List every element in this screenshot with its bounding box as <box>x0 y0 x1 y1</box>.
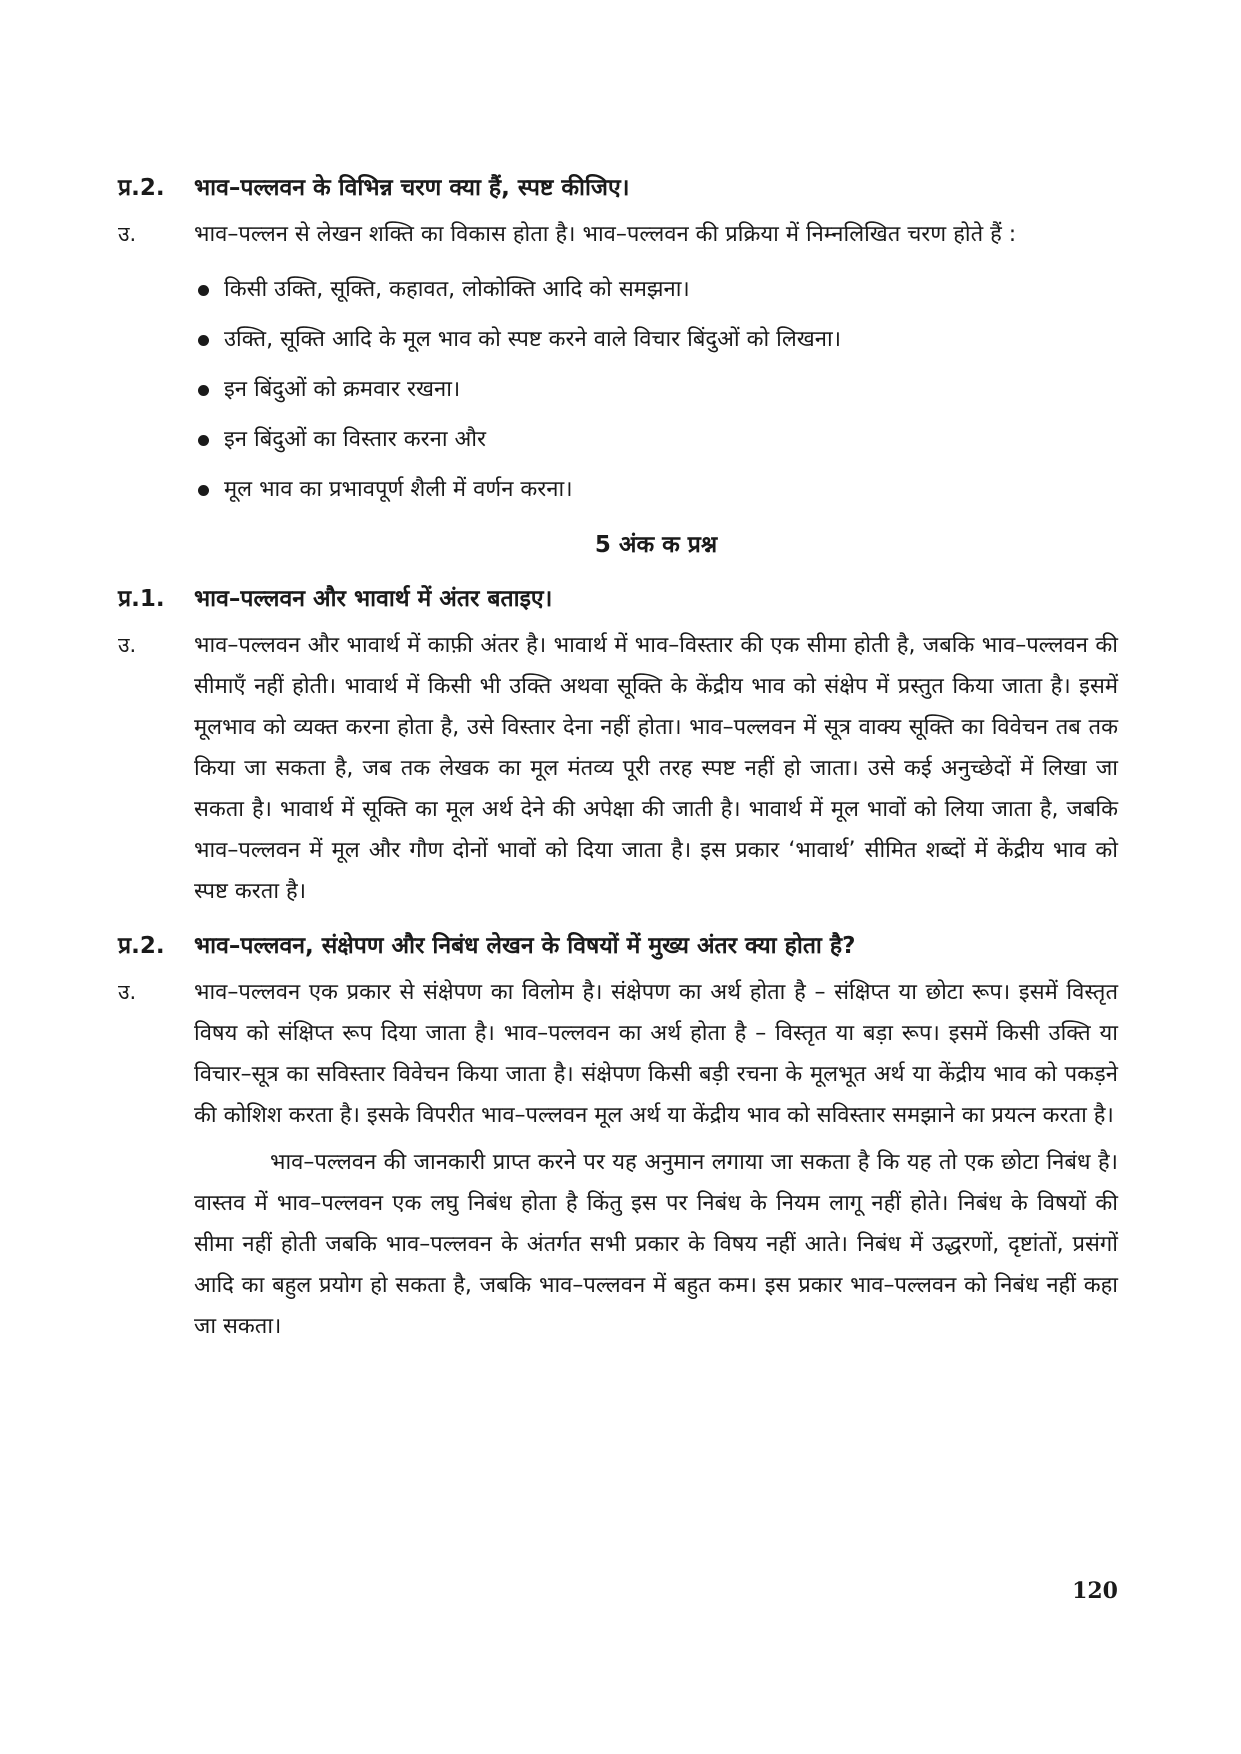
steps-list <box>194 265 1118 515</box>
answer-label: उ. <box>118 222 137 246</box>
list-item: इन बिंदुओं का विस्तार करना और <box>194 415 1118 465</box>
question-label: प्र.2. <box>118 933 165 959</box>
list-item: उक्ति, सूक्ति आदि के मूल भाव को स्पष्ट करने वाले विचार बिंदुओं को लिखना। <box>194 315 1118 365</box>
answer-body <box>194 972 1118 1347</box>
page-content <box>118 168 1118 1347</box>
question-text: भाव–पल्लवन के विभिन्न चरण क्या हैं, स्पष्ट कीजिए। <box>194 175 630 201</box>
list-item: किसी उक्ति, सूक्ति, कहावत, लोकोक्ति आदि को समझना। <box>194 265 1118 315</box>
answer-paragraph: भाव–पल्लवन और भावार्थ में काफ़ी अंतर है। भावार्थ में भाव–विस्तार की एक सीमा होती है, जबकि भाव–पल्लवन की सीमाएँ नहीं होती। भावार्थ में किसी भी उक्ति अथवा सूक्ति के केंद्रीय भाव को संक्षेप में प्रस्तुत किया जाता है। इसमें मूलभाव को व्यक्त करना होता है, उसे विस्तार देना नहीं होता। भाव–पल्लवन में सूत्र वाक्य सूक्ति का विवेचन तब तक किया जा सकता है, जब तक लेखक का मूल मंतव्य पूरी तरह स्पष्ट नहीं हो जाता। उसे कई अनुच्छेदों में लिखा जा सकता है। भावार्थ में सूक्ति का मूल अर्थ देने की अपेक्षा की जाती है। भावार्थ में मूल भावों को लिया जाता है, जबकि भाव–पल्लवन में मूल और गौण दोनों भावों को दिया जाता है। इस प्रकार ‘भावार्थ’ सीमित शब्दों में केंद्रीय भाव को स्पष्ट करता है। <box>194 633 1118 904</box>
answer-paragraph: भाव–पल्लवन की जानकारी प्राप्त करने पर यह अनुमान लगाया जा सकता है कि यह तो एक छोटा निबंध है। वास्तव में भाव–पल्लवन एक लघु निबंध होता है किंतु इस पर निबंध के नियम लागू नहीं होते। निबंध के विषयों की सीमा नहीं होती जबकि भाव–पल्लवन के अंतर्गत सभी प्रकार के विषय नहीं आते। निबंध में उद्धरणों, दृष्टांतों, प्रसंगों आदि का बहुल प्रयोग हो सकता है, जबकि भाव–पल्लवन में बहुत कम। इस प्रकार भाव–पल्लवन को निबंध नहीं कहा जा सकता। <box>194 1150 1118 1339</box>
page-number: 120 <box>1072 1578 1118 1604</box>
answer-body <box>194 625 1118 912</box>
answer-body <box>194 214 1118 515</box>
answer-label: उ. <box>118 980 137 1004</box>
question-row <box>118 168 1118 208</box>
question-row <box>118 579 1118 619</box>
answer-label: उ. <box>118 633 137 657</box>
question-label: प्र.1. <box>118 586 165 612</box>
answer-paragraph: भाव–पल्लन से लेखन शक्ति का विकास होता है। भाव–पल्लवन की प्रक्रिया में निम्नलिखित चरण होते हैं : <box>194 222 1017 247</box>
answer-row <box>118 214 1118 515</box>
answer-row <box>118 972 1118 1347</box>
question-label: प्र.2. <box>118 175 165 201</box>
section-heading: 5 अंक क प्रश्न <box>594 532 718 558</box>
list-item: मूल भाव का प्रभावपूर्ण शैली में वर्णन करना। <box>194 465 1118 515</box>
question-text: भाव–पल्लवन, संक्षेपण और निबंध लेखन के विषयों में मुख्य अंतर क्या होता है? <box>194 933 856 959</box>
list-item: इन बिंदुओं को क्रमवार रखना। <box>194 365 1118 415</box>
answer-row <box>118 625 1118 912</box>
question-text: भाव–पल्लवन और भावार्थ में अंतर बताइए। <box>194 586 553 612</box>
answer-paragraph: भाव–पल्लवन एक प्रकार से संक्षेपण का विलोम है। संक्षेपण का अर्थ होता है – संक्षिप्त या छोटा रूप। इसमें विस्तृत विषय को संक्षिप्त रूप दिया जाता है। भाव–पल्लवन का अर्थ होता है – विस्तृत या बड़ा रूप। इसमें किसी उक्ति या विचार–सूत्र का सविस्तार विवेचन किया जाता है। संक्षेपण किसी बड़ी रचना के मूलभूत अर्थ या केंद्रीय भाव को पकड़ने की कोशिश करता है। इसके विपरीत भाव–पल्लवन मूल अर्थ या केंद्रीय भाव को सविस्तार समझाने का प्रयत्न करता है। <box>194 980 1118 1128</box>
question-row <box>118 926 1118 966</box>
